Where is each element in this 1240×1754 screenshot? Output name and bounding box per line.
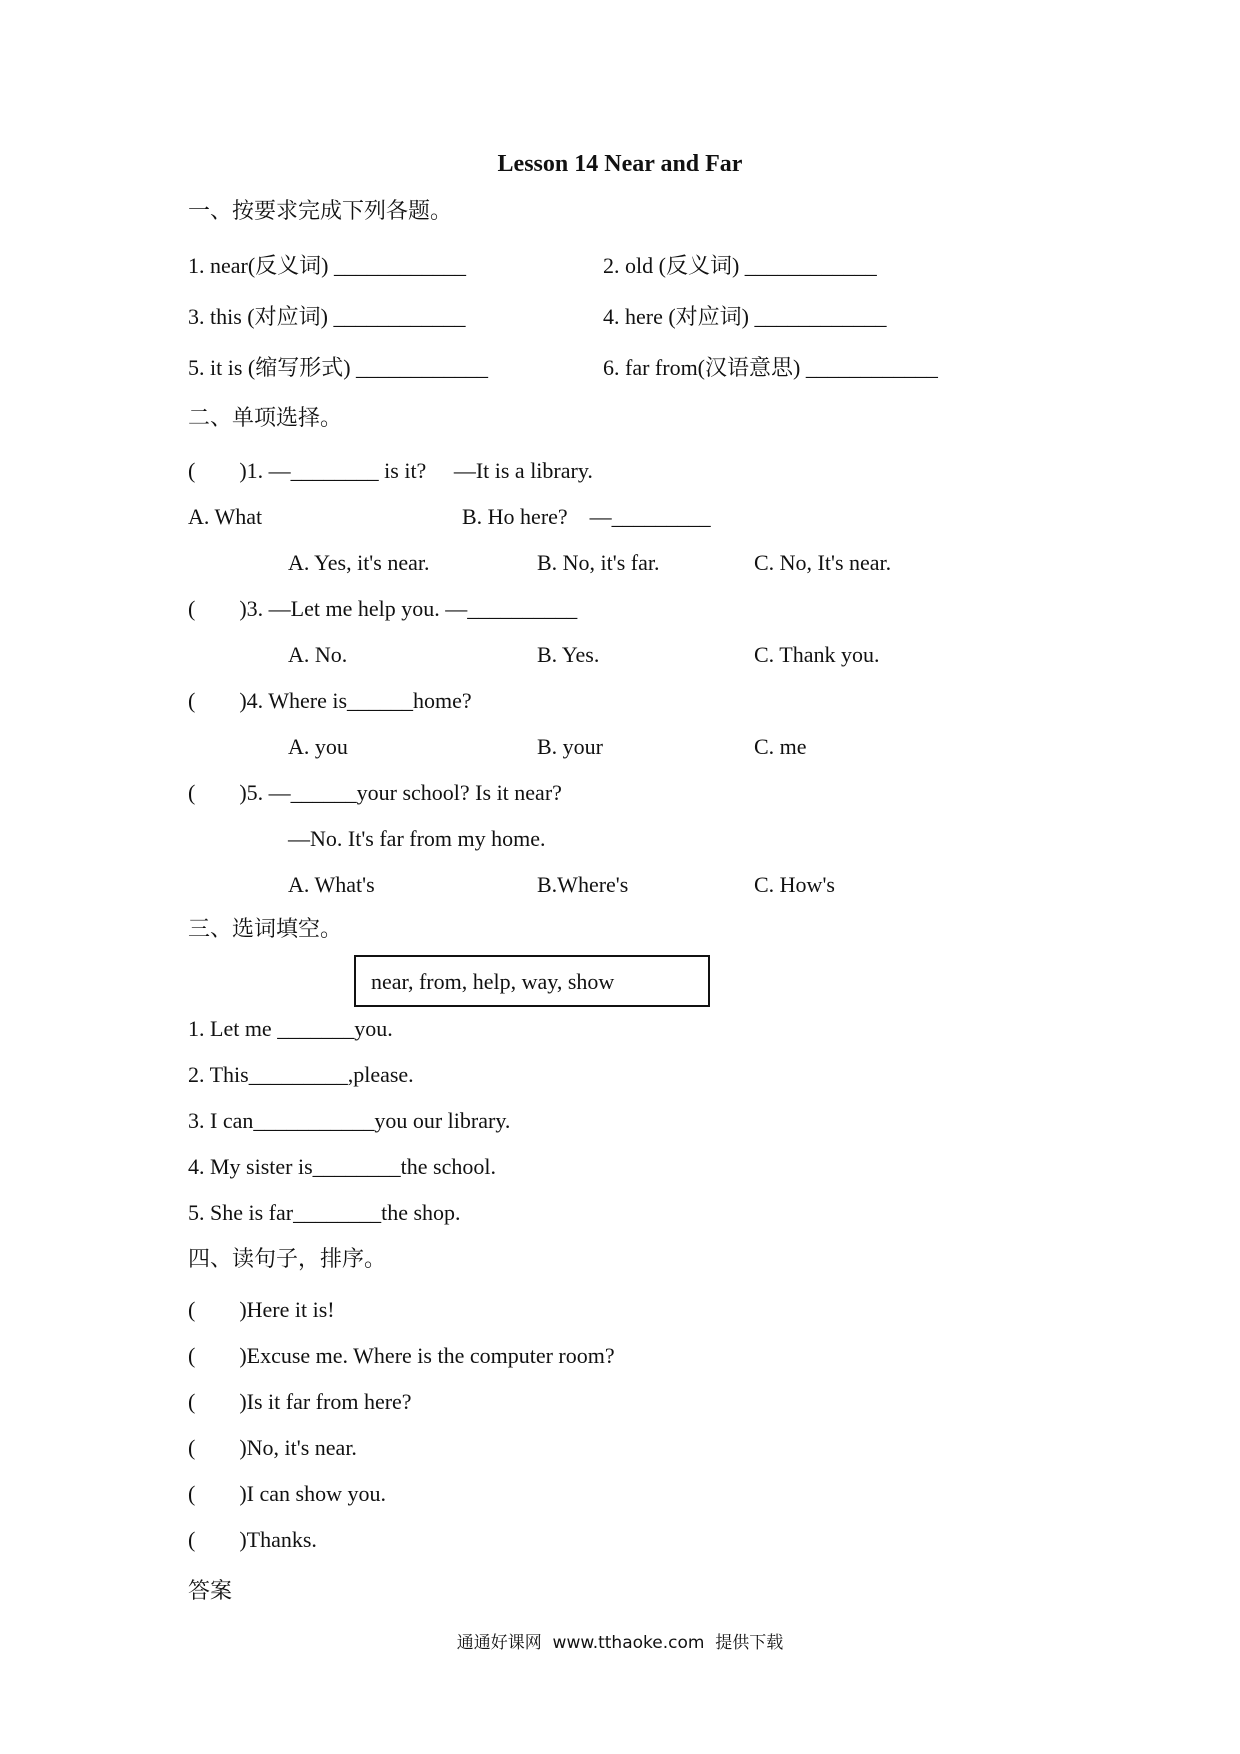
question-4-option-b: B. your	[537, 734, 603, 759]
fill-item-5: 5. She is far________the shop.	[188, 1200, 461, 1225]
page-title: Lesson 14 Near and Far	[497, 151, 743, 177]
fill-item-3: 3. I can___________you our library.	[188, 1108, 511, 1133]
fill-item-2: 2. This_________,please.	[188, 1062, 414, 1087]
question-5-reply: —No. It's far from my home.	[288, 826, 546, 851]
question-5: ( )5. —______your school? Is it near?	[188, 780, 562, 805]
question-1: ( )1. —________ is it? —It is a library.	[188, 458, 593, 483]
question-2-fragment: B. Ho here? —_________	[462, 504, 711, 529]
fill-item-1: 1. Let me _______you.	[188, 1016, 393, 1041]
order-item-3: ( )Is it far from here?	[188, 1389, 412, 1414]
section3-heading: 三、选词填空。	[188, 917, 343, 942]
word-bank-text: near, from, help, way, show	[371, 969, 615, 994]
footer-source: 通通好课网 www.tthaoke.com 提供下载	[456, 1633, 784, 1653]
section2-heading: 二、单项选择。	[188, 406, 343, 431]
question-3-option-a: A. No.	[288, 642, 348, 667]
question-5-option-b: B.Where's	[537, 872, 629, 897]
section1-item-6: 6. far from(汉语意思) ____________	[603, 355, 938, 380]
question-2-option-c: C. No, It's near.	[754, 550, 892, 575]
question-3-option-b: B. Yes.	[537, 642, 600, 667]
answer-heading: 答案	[188, 1579, 233, 1604]
section1-item-4: 4. here (对应词) ____________	[603, 304, 887, 329]
question-4-option-c: C. me	[754, 734, 807, 759]
section1-item-5: 5. it is (缩写形式) ____________	[188, 355, 489, 380]
order-item-1: ( )Here it is!	[188, 1297, 335, 1322]
question-2-option-a: A. Yes, it's near.	[288, 550, 430, 575]
section1-item-1: 1. near(反义词) ____________	[188, 253, 467, 278]
section1-heading: 一、按要求完成下列各题。	[188, 199, 453, 224]
question-3-option-c: C. Thank you.	[754, 642, 880, 667]
order-item-4: ( )No, it's near.	[188, 1435, 357, 1460]
question-1-option-a: A. What	[188, 504, 263, 529]
section1-item-2: 2. old (反义词) ____________	[603, 253, 877, 278]
word-bank-box	[354, 955, 710, 1007]
section4-heading: 四、读句子，排序。	[188, 1247, 387, 1272]
question-5-option-c: C. How's	[754, 872, 835, 897]
question-2-option-b: B. No, it's far.	[537, 550, 660, 575]
section1-item-3: 3. this (对应词) ____________	[188, 304, 466, 329]
question-5-option-a: A. What's	[288, 872, 375, 897]
fill-item-4: 4. My sister is________the school.	[188, 1154, 496, 1179]
order-item-2: ( )Excuse me. Where is the computer room?	[188, 1343, 615, 1368]
question-4-option-a: A. you	[288, 734, 348, 759]
order-item-6: ( )Thanks.	[188, 1527, 317, 1552]
question-4: ( )4. Where is______home?	[188, 688, 472, 713]
order-item-5: ( )I can show you.	[188, 1481, 386, 1506]
question-3: ( )3. —Let me help you. —__________	[188, 596, 578, 621]
